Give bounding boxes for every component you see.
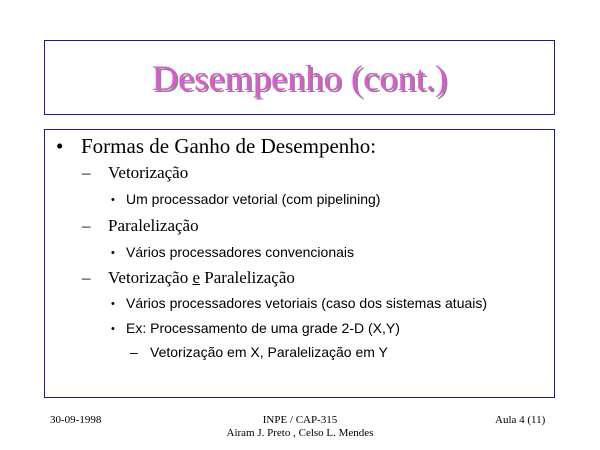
section-heading: Paralelização — [108, 216, 199, 235]
list-item-text: Um processador vetorial (com pipelining) — [126, 191, 381, 207]
list-item-text: Vários processadores vetoriais (caso dos sistemas atuais) — [126, 295, 488, 311]
content-box — [44, 129, 555, 398]
section-heading-underlined: e — [192, 268, 201, 287]
dash-marker: – — [82, 163, 91, 182]
bullet-marker: • — [111, 247, 115, 259]
section-heading: Vetorização — [108, 163, 189, 182]
footer-course: INPE / CAP-315 — [262, 414, 338, 426]
footer-authors: Airam J. Preto , Celso L. Mendes — [226, 427, 374, 439]
sub-list-item — [130, 344, 388, 360]
list-item-text: Vários processadores convencionais — [126, 244, 355, 260]
main-bullet — [56, 134, 376, 159]
bullet-marker: • — [111, 298, 115, 310]
list-item — [111, 320, 400, 336]
section-paralelizacao — [82, 216, 199, 236]
section-heading-part2: Paralelização — [200, 268, 295, 287]
dash-marker: – — [82, 216, 91, 235]
list-item-text: Ex: Processamento de uma grade 2-D (X,Y) — [126, 320, 400, 336]
dash-marker: – — [82, 268, 91, 287]
list-item — [111, 295, 487, 311]
dash-marker: – — [130, 344, 138, 360]
bullet-marker: • — [111, 323, 115, 335]
list-item — [111, 191, 380, 207]
section-vetorizacao — [82, 163, 188, 183]
slide-title: Desempenho (cont.) — [151, 57, 448, 98]
bullet-marker: • — [56, 134, 64, 158]
sub-list-item-text: Vetorização em X, Paralelização em Y — [150, 344, 388, 360]
main-bullet-text: Formas de Ganho de Desempenho: — [81, 134, 377, 158]
list-item — [111, 244, 354, 260]
footer-lesson: Aula 4 (11) — [495, 414, 546, 426]
section-vetorizacao-e-paralelizacao — [82, 268, 295, 288]
bullet-marker: • — [111, 194, 115, 206]
footer-date: 30-09-1998 — [50, 414, 102, 426]
footer-center — [200, 414, 400, 440]
title-box — [44, 40, 555, 115]
section-heading-part1: Vetorização — [108, 268, 193, 287]
